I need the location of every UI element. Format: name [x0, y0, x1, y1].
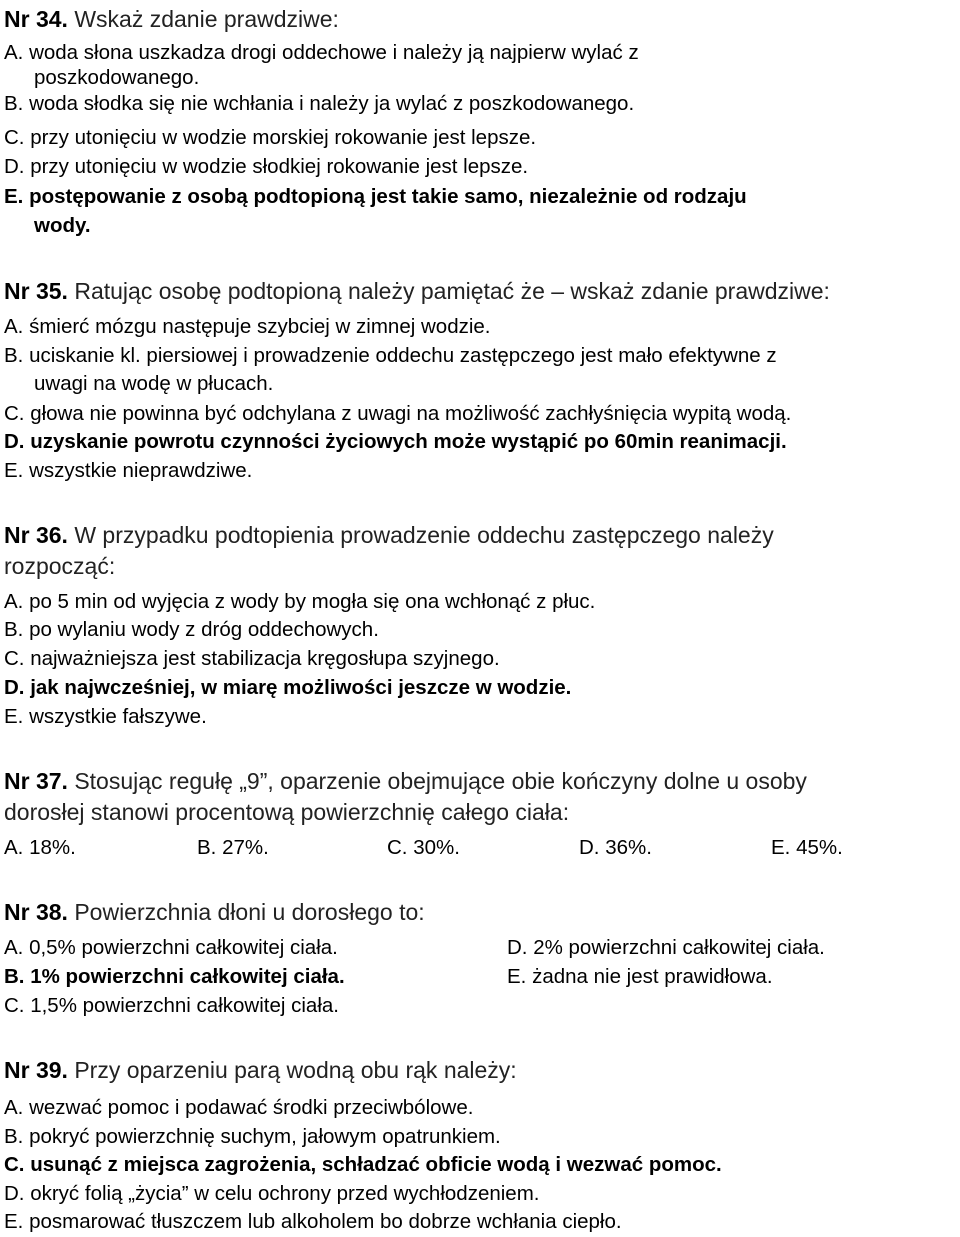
question-number: Nr 38.: [4, 899, 68, 925]
option-c: C. przy utonięciu w wodzie morskiej rokowanie jest lepsze.: [4, 126, 537, 149]
option-c: C. usunąć z miejsca zagrożenia, schładzać obficie wodą i wezwać pomoc.: [4, 1153, 722, 1176]
option-c: C. 1,5% powierzchni całkowitej ciała.: [4, 994, 339, 1017]
question-39-header: [4, 1057, 517, 1083]
option-e-line-1: E. postępowanie z osobą podtopioną jest takie samo, niezależnie od rodzaju: [4, 185, 747, 208]
question-36-header: [4, 522, 774, 548]
question-stem-continued: dorosłej stanowi procentową powierzchnię całego ciała:: [4, 799, 570, 825]
option-b: B. 1% powierzchni całkowitej ciała.: [4, 965, 345, 988]
option-b: B. pokryć powierzchnię suchym, jałowym opatrunkiem.: [4, 1125, 501, 1148]
option-d: D. 36%.: [579, 836, 652, 859]
question-number: Nr 36.: [4, 522, 68, 548]
option-d: D. okryć folią „życia” w celu ochrony przed wychłodzeniem.: [4, 1182, 540, 1205]
question-stem-continued: rozpocząć:: [4, 553, 116, 579]
option-d: D. przy utonięciu w wodzie słodkiej rokowanie jest lepsze.: [4, 155, 529, 178]
option-d: D. jak najwcześniej, w miarę możliwości jeszcze w wodzie.: [4, 676, 572, 699]
question-number: Nr 34.: [4, 6, 68, 32]
option-e: E. wszystkie nieprawdziwe.: [4, 459, 253, 482]
question-34-header: [4, 6, 339, 32]
option-b: B. 27%.: [197, 836, 269, 859]
option-b: B. po wylaniu wody z dróg oddechowych.: [4, 618, 379, 641]
option-b-line-1: B. uciskanie kl. piersiowej i prowadzenie oddechu zastępczego jest mało efektywne z: [4, 344, 777, 367]
option-b-line-2: uwagi na wodę w płucach.: [34, 372, 274, 395]
question-stem: Przy oparzeniu parą wodną obu rąk należy:: [74, 1057, 517, 1083]
question-35-header: [4, 278, 830, 304]
question-number: Nr 35.: [4, 278, 68, 304]
question-stem: W przypadku podtopienia prowadzenie oddechu zastępczego należy: [74, 522, 774, 548]
option-c: C. najważniejsza jest stabilizacja kręgosłupa szyjnego.: [4, 647, 500, 670]
option-b: B. woda słodka się nie wchłania i należy ja wylać z poszkodowanego.: [4, 92, 635, 115]
question-stem: Ratując osobę podtopioną należy pamiętać że – wskaż zdanie prawdziwe:: [74, 278, 830, 304]
option-d: D. 2% powierzchni całkowitej ciała.: [507, 936, 825, 959]
option-a: A. wezwać pomoc i podawać środki przeciwbólowe.: [4, 1096, 474, 1119]
question-stem: Stosując regułę „9”, oparzenie obejmujące obie kończyny dolne u osoby: [74, 768, 807, 794]
option-a: A. 18%.: [4, 836, 76, 859]
option-e: E. 45%.: [771, 836, 843, 859]
option-c: C. 30%.: [387, 836, 460, 859]
option-a-line-2: poszkodowanego.: [34, 66, 200, 89]
question-stem: Wskaż zdanie prawdziwe:: [74, 6, 339, 32]
option-a: A. 0,5% powierzchni całkowitej ciała.: [4, 936, 338, 959]
option-a-line-1: A. woda słona uszkadza drogi oddechowe i należy ją najpierw wylać z: [4, 41, 639, 64]
option-e-line-2: wody.: [34, 214, 91, 237]
option-d: D. uzyskanie powrotu czynności życiowych może wystąpić po 60min reanimacji.: [4, 430, 787, 453]
option-a: A. po 5 min od wyjęcia z wody by mogła się ona wchłonąć z płuc.: [4, 590, 596, 613]
question-37-header: [4, 768, 807, 794]
option-a: A. śmierć mózgu następuje szybciej w zimnej wodzie.: [4, 315, 491, 338]
question-38-header: [4, 899, 425, 925]
question-number: Nr 39.: [4, 1057, 68, 1083]
option-e: E. żadna nie jest prawidłowa.: [507, 965, 773, 988]
question-number: Nr 37.: [4, 768, 68, 794]
option-c: C. głowa nie powinna być odchylana z uwagi na możliwość zachłyśnięcia wypitą wodą.: [4, 402, 792, 425]
question-stem: Powierzchnia dłoni u dorosłego to:: [74, 899, 425, 925]
option-e: E. posmarować tłuszczem lub alkoholem bo dobrze wchłania ciepło.: [4, 1210, 622, 1233]
option-e: E. wszystkie fałszywe.: [4, 705, 207, 728]
